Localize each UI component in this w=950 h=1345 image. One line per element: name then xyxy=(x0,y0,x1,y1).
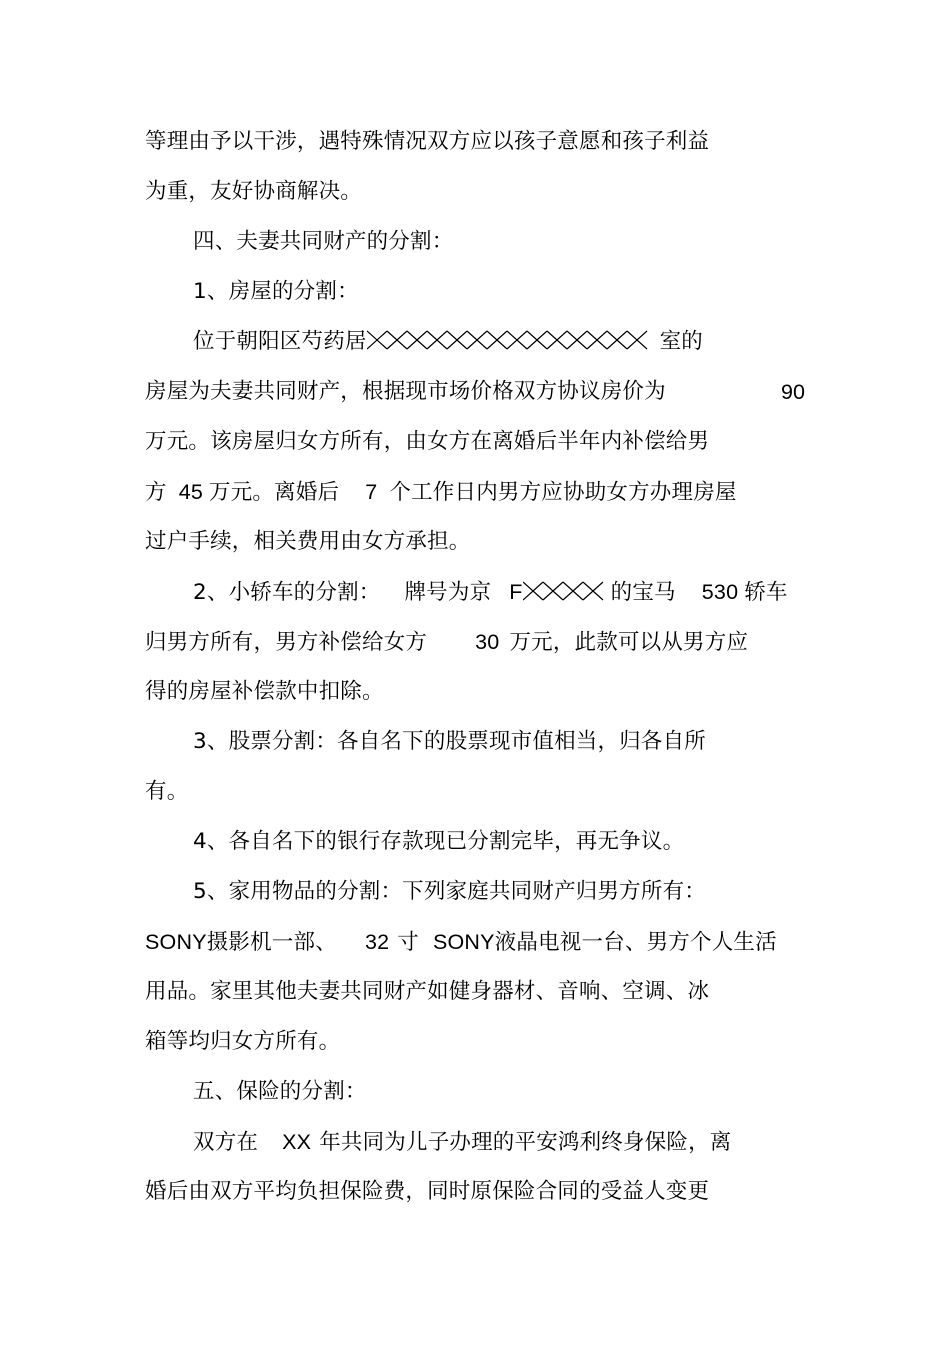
text-span: 万元，此款可以从男方应 xyxy=(509,630,749,655)
subsection-stocks: 3、股票分割：各自名下的股票现市值相当，归各自所 xyxy=(193,729,706,754)
car-model: 530 xyxy=(701,580,739,604)
body-text-line: 用品。家里其他夫妻共同财产如健身器材、音响、空调、冰 xyxy=(145,979,710,1004)
text-span: 轿车 xyxy=(744,580,788,605)
body-text-line: 箱等均归女方所有。 xyxy=(145,1029,341,1054)
body-text-line xyxy=(193,325,703,359)
subsection-household-items: 5、家用物品的分割：下列家庭共同财产归男方所有： xyxy=(193,879,706,904)
body-text-line: 过户手续，相关费用由女方承担。 xyxy=(145,529,471,554)
body-text-line: 婚后由双方平均负担保险费，同时原保险合同的受益人变更 xyxy=(145,1179,710,1204)
text-span: 2、小轿车的分割： xyxy=(193,580,381,605)
text-span: 年共同为儿子办理的平安鸿利终身保险，离 xyxy=(319,1130,732,1155)
body-text-line: 得的房屋补偿款中扣除。 xyxy=(145,679,384,704)
workday-count: 7 xyxy=(365,480,378,504)
house-price-value: 90 xyxy=(781,380,805,404)
text-span: 个工作日内男方应协助女方办理房屋 xyxy=(389,480,737,505)
subsection-car xyxy=(193,575,788,609)
text-span: 万元。离婚后 xyxy=(209,480,340,505)
text-span: 的宝马 xyxy=(610,580,676,605)
car-compensation-amount: 30 xyxy=(475,630,500,654)
text-span: 位于朝阳区芍药居 xyxy=(193,329,367,354)
year-placeholder: XX xyxy=(282,1130,312,1154)
text-span: 室的 xyxy=(659,329,704,354)
text-span: 摄影机一部、 xyxy=(206,930,337,955)
body-text-line: 为重，友好协商解决。 xyxy=(145,179,363,204)
text-span: 寸 xyxy=(397,930,419,955)
compensation-amount: 45 xyxy=(178,480,204,504)
body-text-line xyxy=(145,625,748,659)
text-span: 双方在 xyxy=(193,1130,259,1155)
body-text-line xyxy=(145,925,777,959)
text-span: 方 xyxy=(145,480,167,505)
subsection-bank-deposits: 4、各自名下的银行存款现已分割完毕，再无争议。 xyxy=(193,829,685,854)
brand-name: SONY xyxy=(145,930,207,954)
body-text-line: 万元。该房屋归女方所有，由女方在离婚后半年内补偿给男 xyxy=(145,429,710,454)
section-heading-insurance: 五、保险的分割： xyxy=(193,1079,367,1104)
body-text-line xyxy=(193,1125,732,1159)
body-text-line: 等理由予以干涉，遇特殊情况双方应以孩子意愿和孩子利益 xyxy=(145,129,710,154)
body-text-line: 有。 xyxy=(145,779,189,804)
brand-name: SONY xyxy=(432,930,495,954)
body-text-line: 房屋为夫妻共同财产，根据现市场价格双方协议房价为 xyxy=(145,379,666,404)
subsection-heading-house: 1、房屋的分割： xyxy=(193,279,359,304)
body-text-line xyxy=(145,475,737,509)
text-span: 液晶电视一台、男方个人生活 xyxy=(494,930,777,955)
text-span: 牌号为京 xyxy=(404,580,492,605)
redaction-mask-address xyxy=(367,329,660,351)
tv-size: 32 xyxy=(364,930,390,954)
text-span: 归男方所有，男方补偿给女方 xyxy=(145,630,428,655)
section-heading-property: 四、夫妻共同财产的分割： xyxy=(193,229,454,254)
plate-prefix: F xyxy=(509,580,523,604)
redaction-mask-plate xyxy=(523,580,611,602)
